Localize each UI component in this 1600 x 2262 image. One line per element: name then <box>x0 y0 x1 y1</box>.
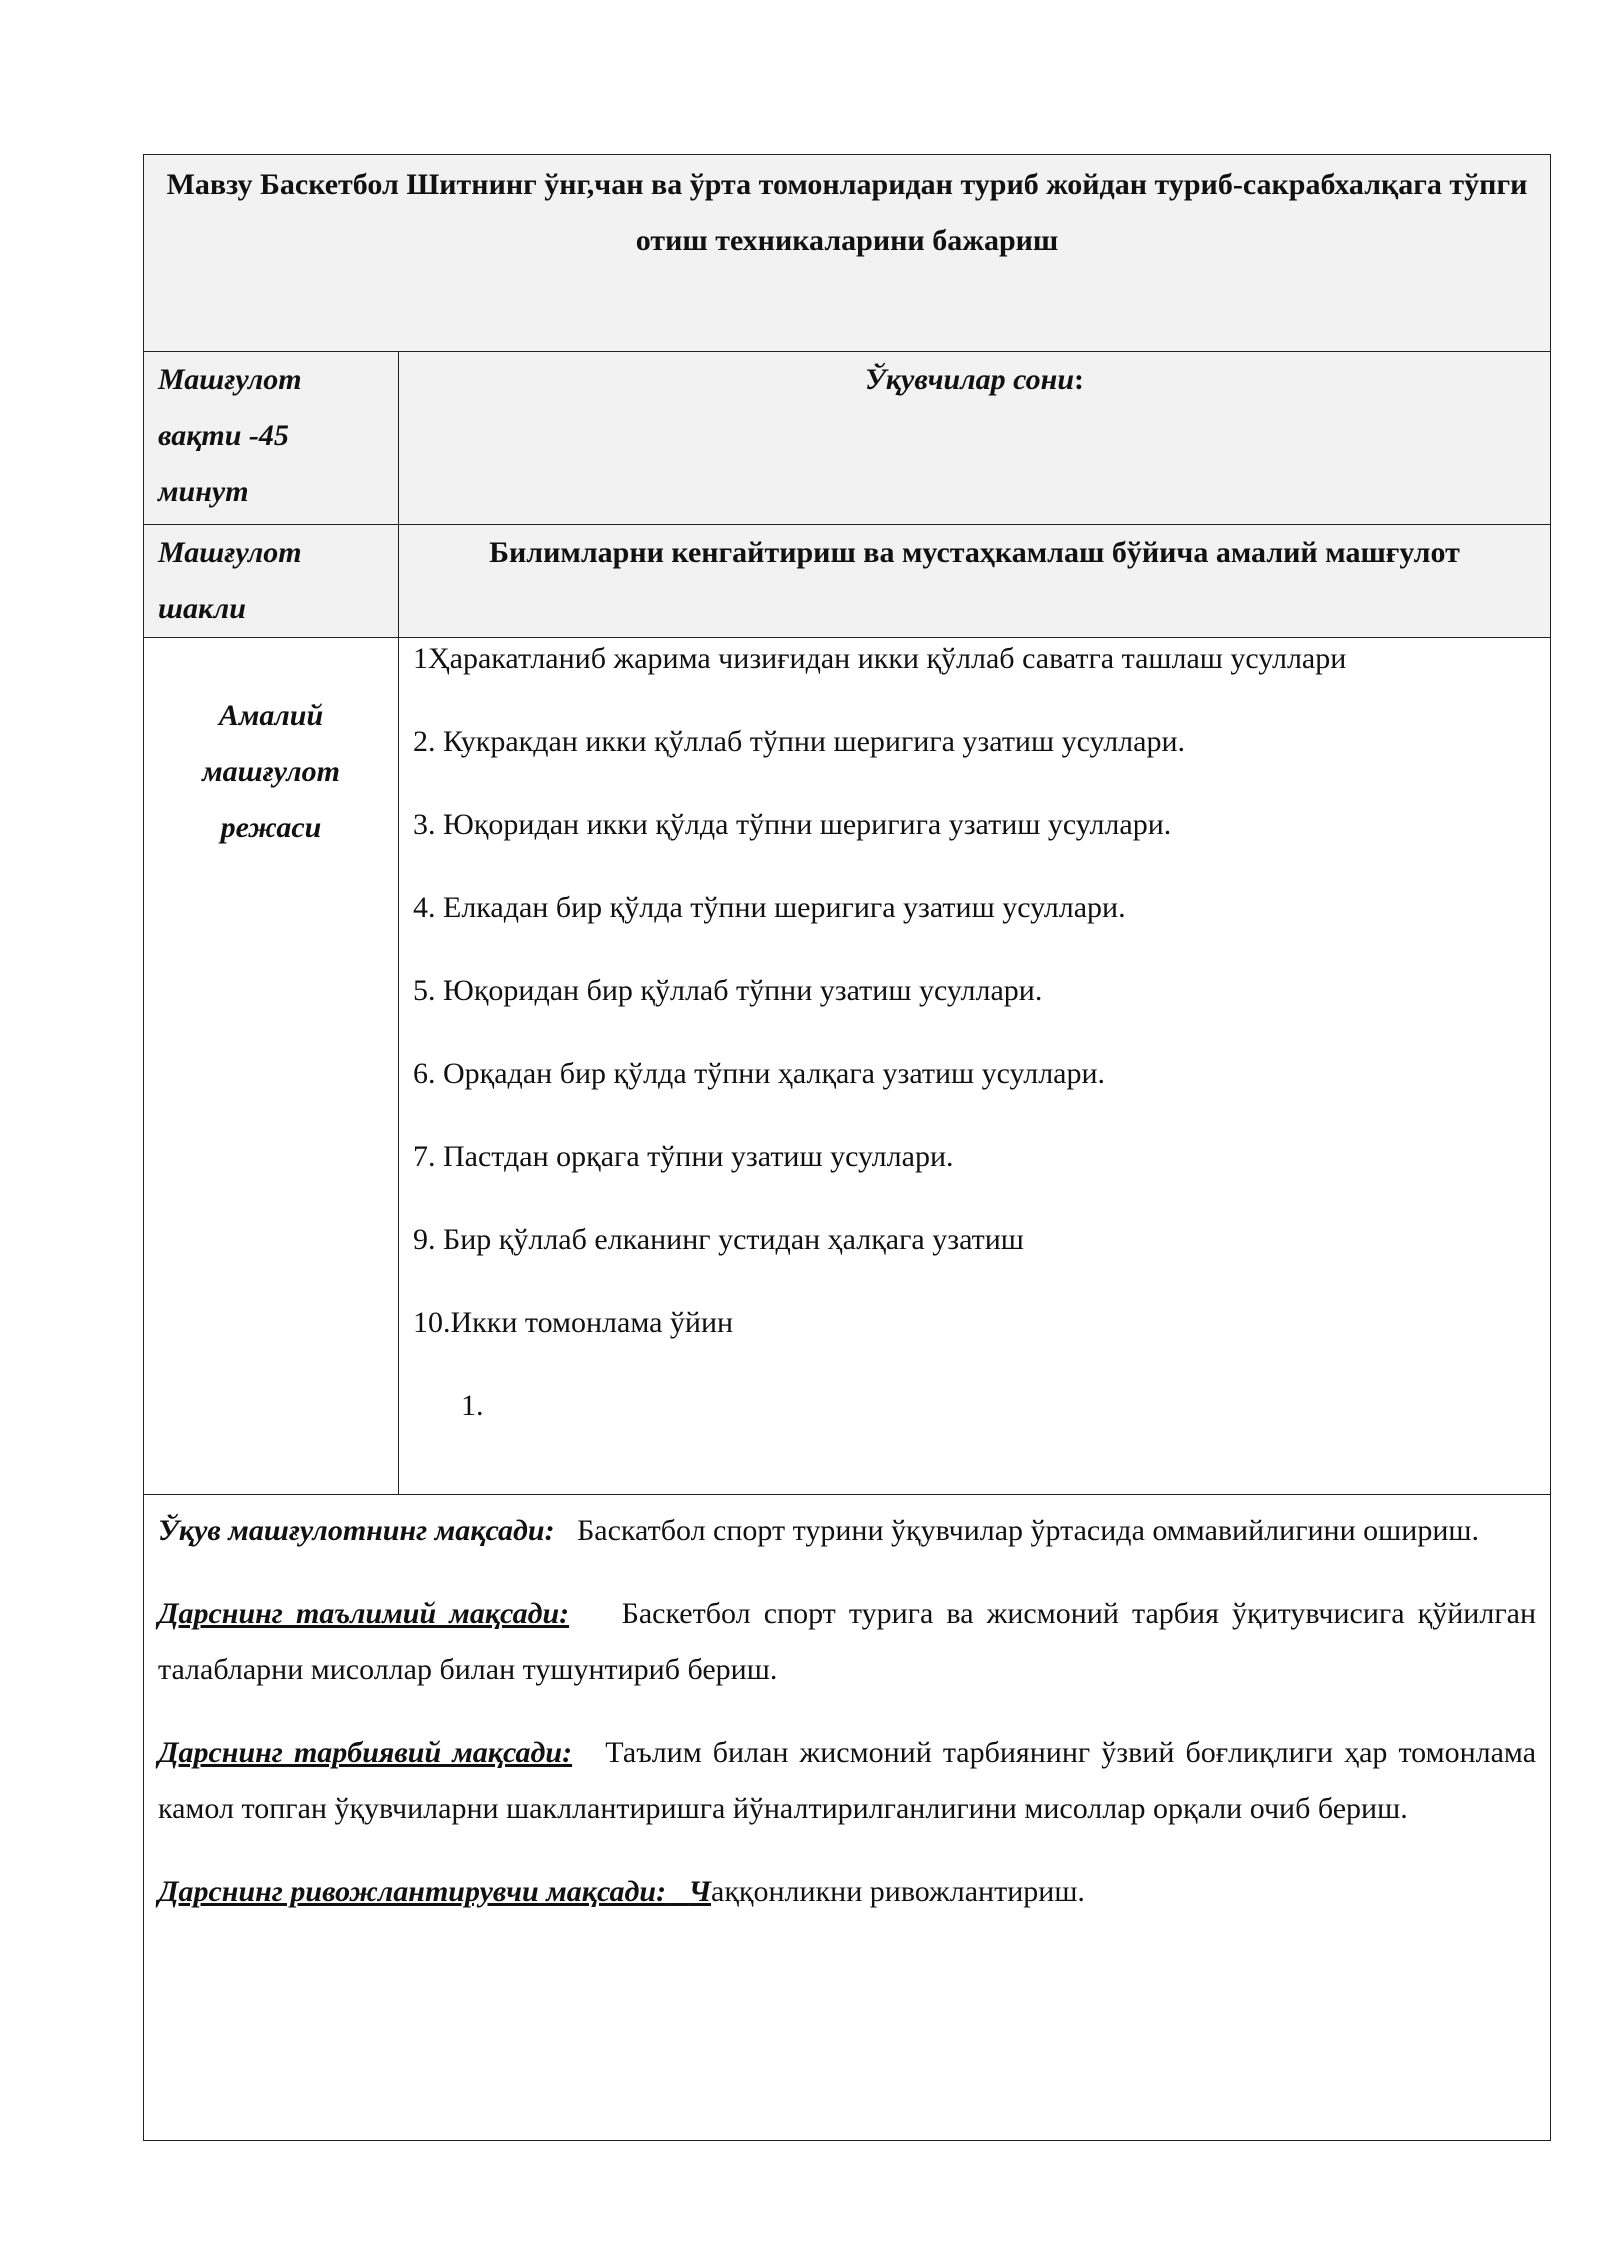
practical-plan-label: Амалий машғулот режаси <box>144 638 399 1495</box>
plan-item: 2. Кукракдан икки қўллаб тўпни шеригига узатиш усуллари. <box>413 725 1186 758</box>
plan-item: 1. <box>461 1389 484 1422</box>
goal-label: Дарснинг таълимий мақсади: <box>158 1597 570 1630</box>
plan-items-cell <box>399 638 1551 1495</box>
upbringing-goal <box>158 1725 1536 1837</box>
form-row <box>144 525 1551 638</box>
goal-label: Дарснинг тарбиявий мақсади: <box>158 1736 573 1769</box>
lesson-plan-document <box>143 154 1550 2141</box>
plan-item: 3. Юқоридан икки қўлда тўпни шеригига узатиш усуллари. <box>413 808 1172 841</box>
plan-item: 5. Юқоридан бир қўллаб тўпни узатиш усуллари. <box>413 974 1043 1007</box>
plan-row <box>144 638 1551 1495</box>
plan-item: 6. Орқадан бир қўлда тўпни ҳалқага узатиш усуллари. <box>413 1057 1106 1090</box>
goal-text: аққонликни ривожлантириш. <box>711 1875 1085 1908</box>
lesson-topic-title <box>144 155 1551 352</box>
goal-label: Дарснинг ривожлантирувчи мақсади: <box>158 1875 667 1908</box>
goal-text: Баскетбол спорт турига ва жисмоний тарбия ўқитувчисига қўйилган талабларни мисоллар билан тушунтириб бериш. <box>158 1597 1536 1686</box>
time-row <box>144 352 1551 525</box>
goals-cell <box>144 1495 1551 2141</box>
plan-list <box>399 638 1550 1427</box>
plan-item: 7. Пастдан орқага тўпни узатиш усуллари. <box>413 1140 954 1173</box>
educational-goal <box>158 1503 1536 1559</box>
developmental-goal: Дарснинг ривожлантирувчи мақсади: Чаққонликни ривожлантириш. <box>158 1875 1085 1908</box>
goal-text: Баскатбол спорт турини ўқувчилар ўртасида оммавийлигини ошириш. <box>577 1514 1479 1547</box>
plan-item: 4. Елкадан бир қўлда тўпни шеригига узатиш усуллари. <box>413 891 1126 924</box>
goal-text: Таълим билан жисмоний тарбиянинг ўзвий боғлиқлиги ҳар томонлама камол топган ўқувчиларни шакллантиришга йўналтирилганлигини мисоллар орқали очиб бериш. <box>158 1736 1537 1825</box>
goals-row <box>144 1495 1551 2141</box>
plan-item: 10.Икки томонлама ўйин <box>413 1306 734 1339</box>
student-count-cell: Ўқувчилар сони: <box>399 352 1551 525</box>
teaching-goal <box>158 1586 1536 1698</box>
lesson-time-label: Машғулот вақти -45 минут <box>144 352 399 525</box>
title-text: Мавзу Баскетбол Шитнинг ўнг,чан ва ўрта томонларидан туриб жойдан туриб-сакрабхалқага тўпги отиш техникаларини бажариш <box>166 168 1528 257</box>
lesson-plan-table <box>143 154 1551 2141</box>
lesson-form-label: Машғулот шакли <box>144 525 399 638</box>
goal-label: Ўқув машғулотнинг мақсади: <box>158 1514 555 1547</box>
plan-item: 9. Бир қўллаб елканинг устидан ҳалқага узатиш <box>413 1223 1024 1256</box>
title-row <box>144 155 1551 352</box>
lesson-form-value: Билимларни кенгайтириш ва мустаҳкамлаш бўйича амалий машғулот <box>399 525 1551 638</box>
student-count-label: Ўқувчилар сони <box>864 363 1075 396</box>
plan-item: 1Ҳаракатланиб жарима чизиғидан икки қўллаб саватга ташлаш усуллари <box>413 642 1347 675</box>
